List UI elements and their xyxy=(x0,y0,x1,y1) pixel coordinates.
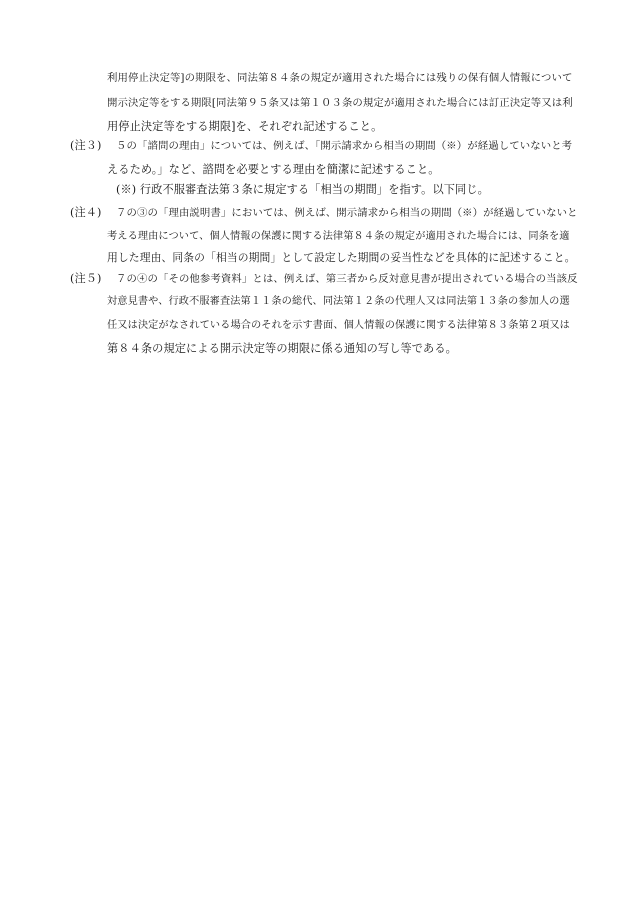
note-5-label: (注５) xyxy=(70,272,102,285)
note-5-line-2: 対意見書や、行政不服審査法第１１条の総代、同法第１２条の代理人又は同法第１３条の参加人の選 xyxy=(107,296,570,307)
note-3-sub-note: (※) 行政不服審査法第３条に規定する「相当の期間」を指す。以下同じ。 xyxy=(116,183,489,196)
continuation-line-3: 用停止決定等をする期限]を、それぞれ記述すること。 xyxy=(107,120,383,133)
note-4-line-2: 考える理由について、個人情報の保護に関する法律第８４条の規定が適用された場合には、同条を適 xyxy=(107,231,570,242)
note-3-line-2: えるため。」など、諮問を必要とする理由を簡潔に記述すること。 xyxy=(107,163,440,176)
note-3-label: (注３) xyxy=(70,139,102,152)
note-4-line-1: ７の③の「理由説明書」においては、例えば、開示請求から相当の期間（※）が経過していないと xyxy=(116,207,578,219)
continuation-line-2: 開示決定等をする期限[同法第９５条又は第１０３条の規定が適用された場合には訂正決定等又は利 xyxy=(107,97,573,109)
note-4-line-3: 用した理由、同条の「相当の期間」として設定した期間の妥当性などを具体的に記述すること。 xyxy=(107,251,576,264)
continuation-line-1: 利用停止決定等]の期限を、同法第８４条の規定が適用された場合には残りの保有個人情報について xyxy=(107,72,573,84)
note-5-line-1: ７の④の「その他参考資料」とは、例えば、第三者から反対意見書が提出されている場合の当該反 xyxy=(116,273,578,285)
note-3-line-1: ５の「諮問の理由」については、例えば、「開示請求から相当の期間（※）が経過していないと考 xyxy=(116,140,573,152)
note-5-line-3: 任又は決定がなされている場合のそれを示す書面、個人情報の保護に関する法律第８３条第２項又は xyxy=(107,320,570,331)
note-4-label: (注４) xyxy=(70,206,102,219)
note-5-line-4: 第８４条の規定による開示決定等の期限に係る通知の写し等である。 xyxy=(107,342,457,355)
